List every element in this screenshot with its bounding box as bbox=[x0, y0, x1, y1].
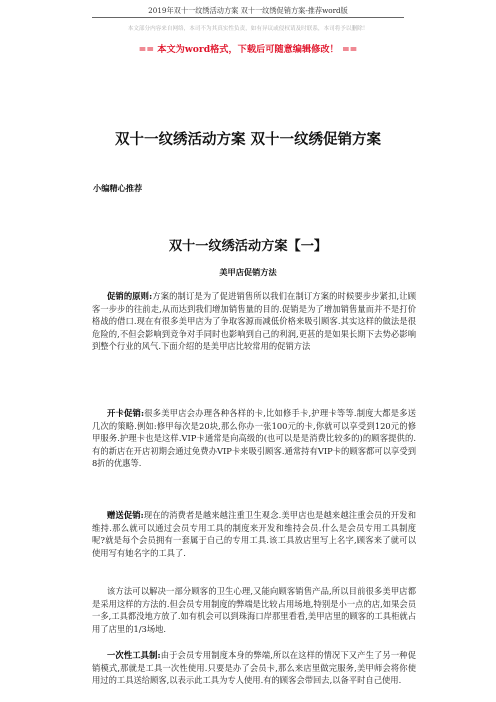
section-subtitle: 美甲店促销方法 bbox=[219, 267, 277, 277]
paragraph-body: 由于会员专用制度本身的弊端,所以在这样的情况下又产生了另一种促销模式,那就是工具一次性使用.只要是办了会员卡,那么来店里做完服务,美甲师会将你使用过的工具送给顾客,以表示此工具为专人使用.有的顾客会带回去,以备平时自己使用. bbox=[92, 650, 416, 686]
paragraph-promotion-principle bbox=[92, 290, 416, 353]
header-divider bbox=[92, 17, 404, 18]
paragraph-body: 很多美甲店会办理各种各样的卡,比如修手卡,护理卡等等.制度大都是多送几次的策略.例如:修甲每次是20块,那么你办一张100元的卡,你就可以享受到120元的修甲服务.护理卡也是这样.VIP卡通常是向高级的(也可以是是消费比较多的)的顾客提供的.有的新店在开店初期会通过免费办VIP卡来吸引顾客.通常持有VIP卡的顾客都可以享受到8折的优惠等. bbox=[92, 408, 416, 469]
disclaimer-text: 本文部分内容来自网络，本司不为其真实性负责，如有异议或侵权请及时联系，本司将予以删除！ bbox=[127, 26, 369, 32]
paragraph-lead: 促销的原则: bbox=[107, 291, 153, 301]
section-title: 双十一纹绣活动方案【一】 bbox=[168, 239, 328, 254]
paragraph-card-promotion bbox=[92, 407, 416, 470]
paragraph-lead: 赠送促销: bbox=[107, 510, 144, 520]
paragraph-method-analysis bbox=[92, 585, 416, 635]
paragraph-body: 方案的制订是为了促进销售所以我们在制订方案的时候要步步紧扣,让顾客一步步的往前走,从而达到我们增加销售量的目的.促销是为了增加销售量而并不是打价格战的借口.现在有很多美甲店为了争取客源而减低价格来吸引顾客.其实这样的做法是很危险的,不但会影响到竞争对手同时也影响到自己的利润,更甚的是如果长期下去势必影响到整个行业的风气.下面介绍的是美甲店比较常用的促销方法 bbox=[92, 291, 416, 352]
paragraph-gift-promotion bbox=[92, 509, 416, 559]
editor-note: 小编精心推荐 bbox=[93, 183, 143, 193]
paragraph-lead: 一次性工具制: bbox=[107, 650, 161, 660]
paragraph-body: 现在的消费者是越来越注重卫生观念.美甲店也是越来越注重会员的开发和维持.那么就可以通过会员专用工具的制度来开发和维持会员.什么是会员专用工具制度呢?就是每个会员拥有一套属于自己的专用工具.该工具放店里写上名字,顾客来了就可以使用写有她名字的工具了. bbox=[92, 510, 416, 558]
paragraph-disposable-tools bbox=[92, 649, 416, 687]
word-format-banner: == 本文为word格式，下载后可随意编辑修改！ == bbox=[138, 44, 358, 55]
page-header-title: 2019年双十一纹绣活动方案 双十一纹绣促销方案-推荐word版 bbox=[148, 6, 348, 15]
paragraph-lead: 开卡促销: bbox=[107, 408, 145, 418]
document-title: 双十一纹绣活动方案 双十一纹绣促销方案 bbox=[114, 131, 382, 148]
paragraph-body: 该方法可以解决一部分顾客的卫生心理,又能向顾客销售产品,所以目前很多美甲店都是采用这样的方法的.但会员专用制度的弊端是比较占用场地,特别是小一点的店,如果会员一多,工具都没地方放了.如有机会可以到珠海口岸那里看看,美甲店里的顾客的工具柜就占用了店里的1/3场地. bbox=[92, 586, 416, 634]
